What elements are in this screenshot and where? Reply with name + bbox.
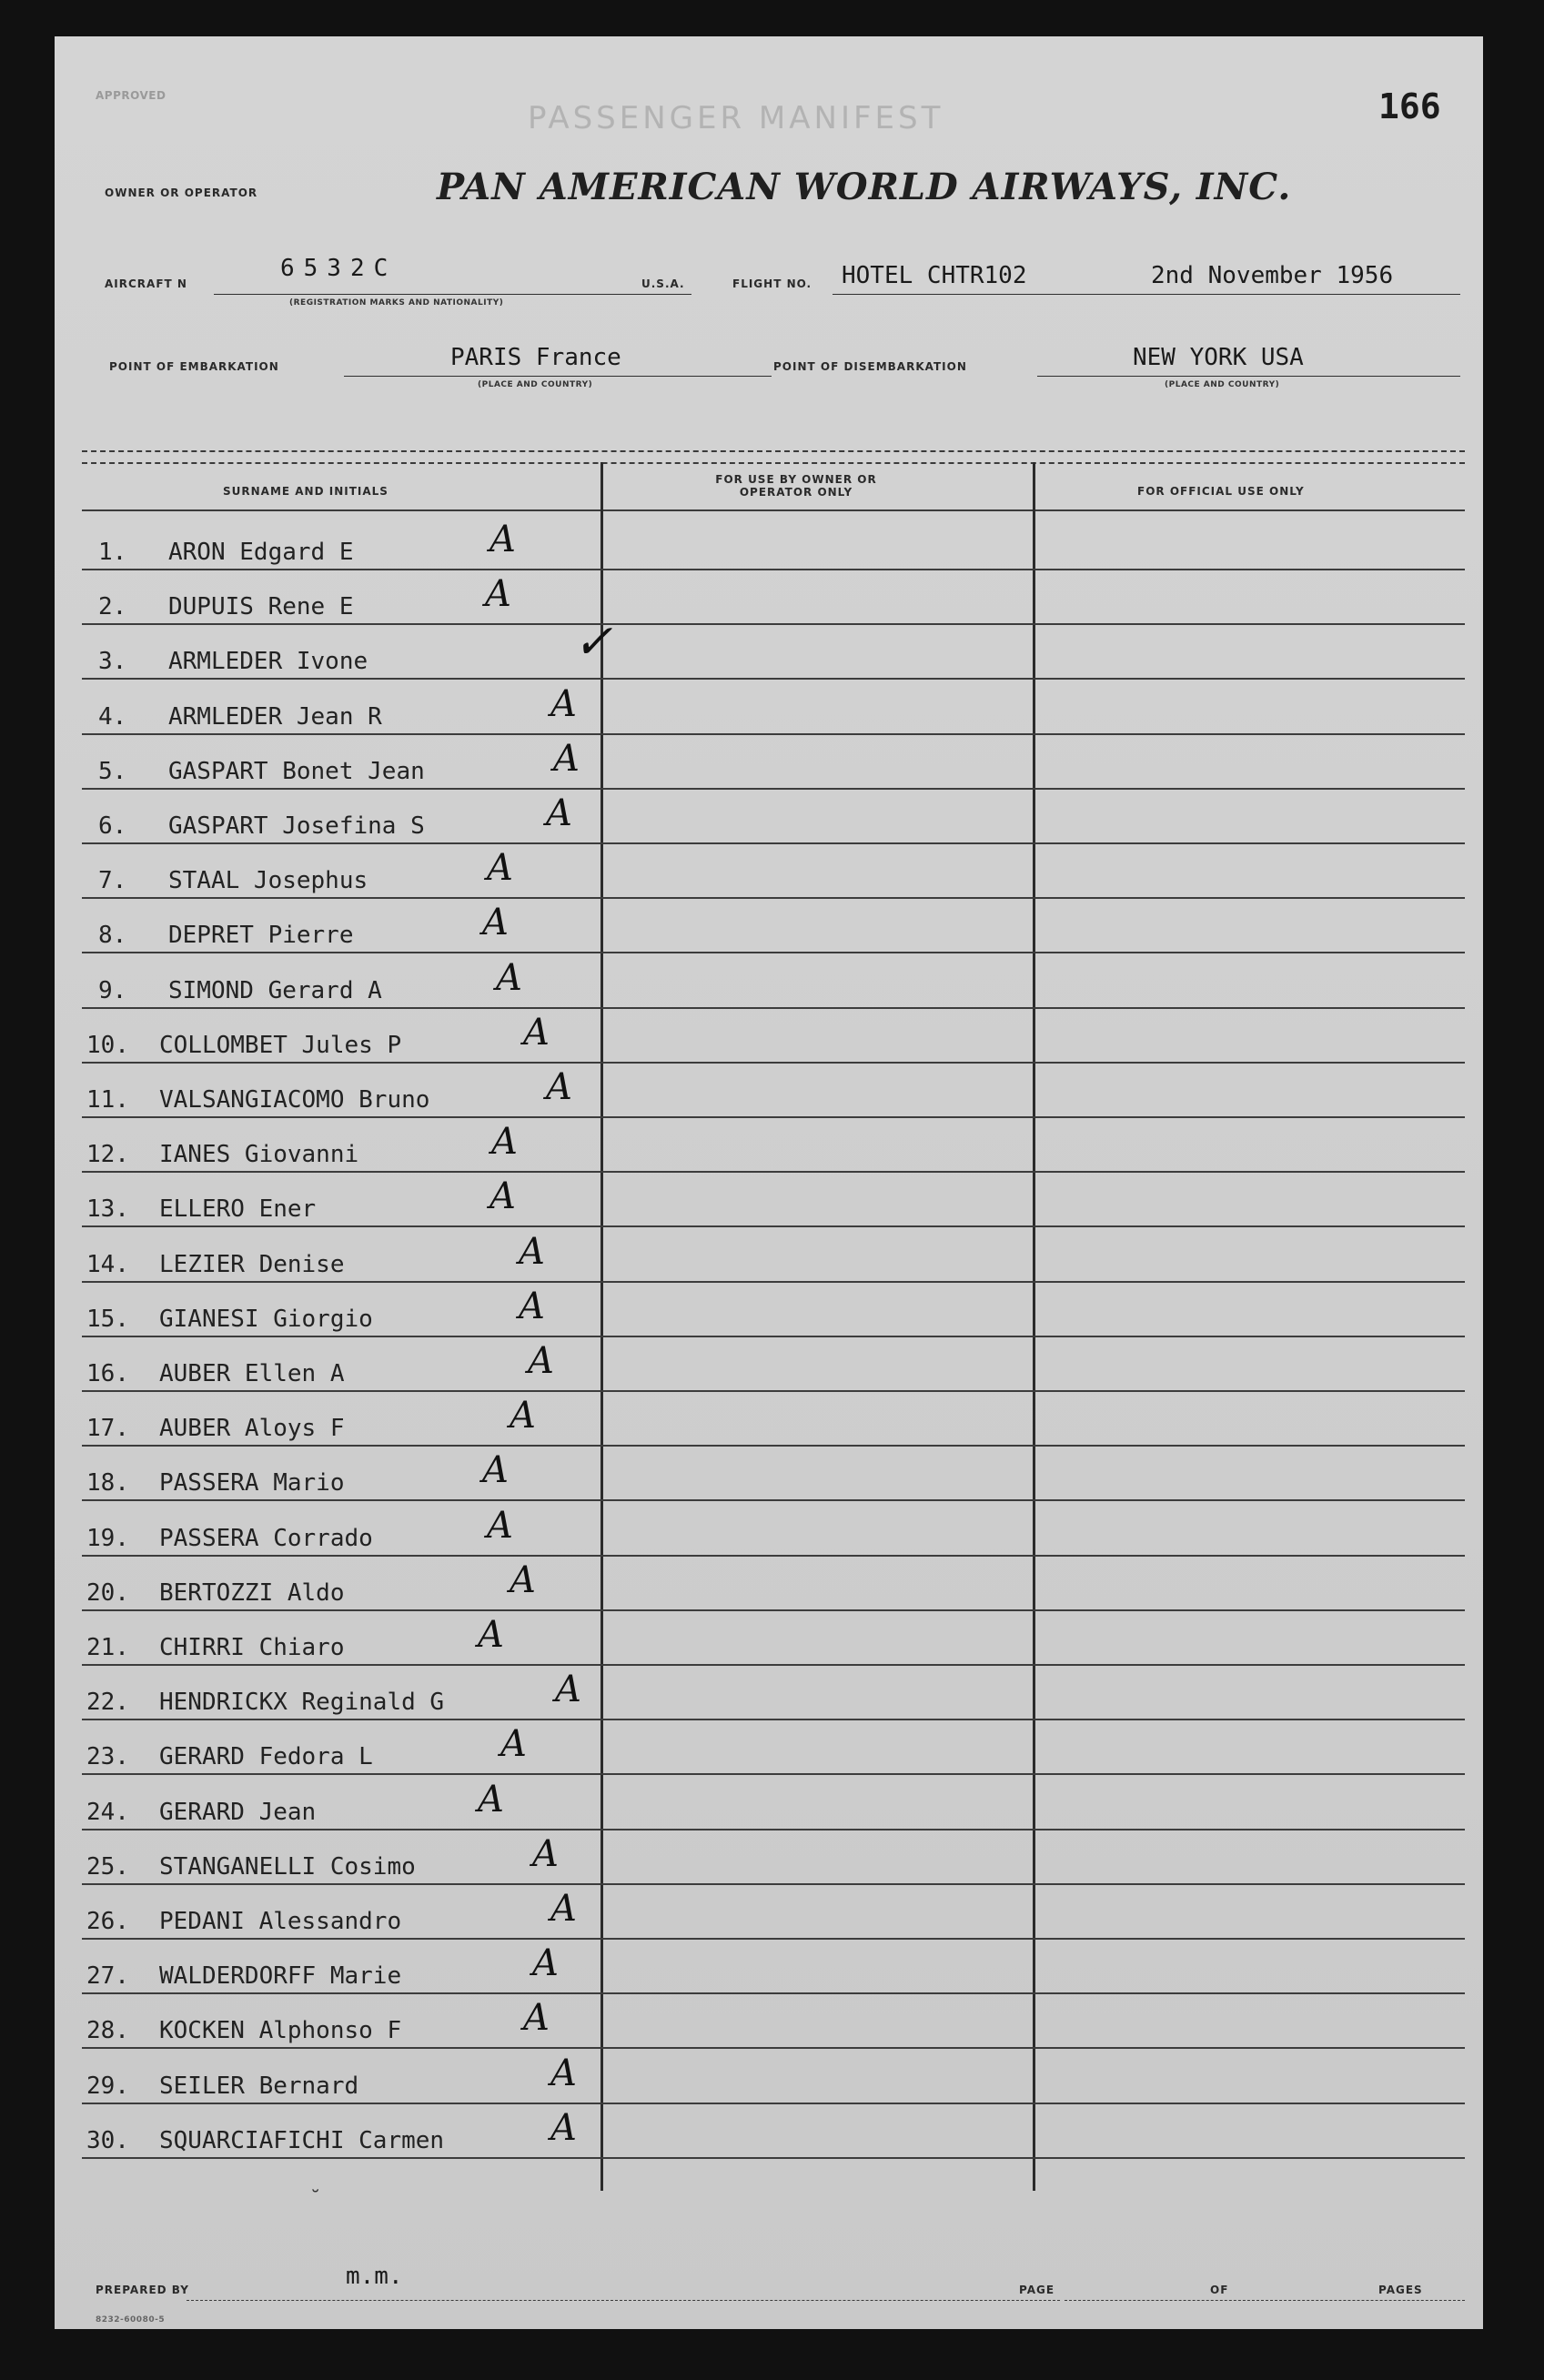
passenger-name: GASPART Bonet Jean <box>168 757 425 785</box>
disembark-label: POINT OF DISEMBARKATION <box>773 360 967 373</box>
row-number: 20. <box>86 1578 129 1607</box>
row-number: 11. <box>86 1086 129 1114</box>
row-number: 27. <box>86 1962 129 1991</box>
row-number: 2. <box>98 593 127 621</box>
handwritten-mark: A <box>487 847 513 890</box>
col-names-header: SURNAME AND INITIALS <box>223 485 389 498</box>
row-number: 4. <box>98 702 127 731</box>
handwritten-mark: A <box>489 519 516 560</box>
table-row <box>55 1942 1483 1997</box>
passenger-name: PEDANI Alessandro <box>159 1908 402 1935</box>
row-number: 12. <box>86 1141 129 1169</box>
table-row <box>55 2107 1483 2162</box>
passenger-name: ELLERO Ener <box>159 1195 317 1224</box>
passenger-name: SIMOND Gerard A <box>168 976 382 1004</box>
handwritten-mark: A <box>519 1230 545 1273</box>
embark-value: PARIS France <box>450 344 621 371</box>
table-row <box>55 1614 1483 1669</box>
row-number: 10. <box>86 1031 129 1059</box>
prepared-value: m.m. <box>346 2263 403 2290</box>
table-row <box>55 1779 1483 1833</box>
table-row <box>55 1888 1483 1942</box>
embark-caption: (PLACE AND COUNTRY) <box>478 380 593 389</box>
handwritten-mark: A <box>546 1066 572 1108</box>
row-number: 1. <box>98 539 127 566</box>
table-row <box>55 1505 1483 1559</box>
prepared-label: PREPARED BY <box>96 2284 189 2296</box>
table-row <box>55 1012 1483 1066</box>
page-number: 166 <box>1378 86 1441 126</box>
handwritten-mark: A <box>528 1340 554 1382</box>
handwritten-mark: A <box>496 956 522 999</box>
passenger-name: STAAL Josephus <box>168 867 368 895</box>
passenger-name: PASSERA Mario <box>159 1469 345 1498</box>
manifest-sheet: APPROVED PASSENGER MANIFEST 166 OWNER OR OPERATOR PAN AMERICAN WORLD AIRWAYS, INC. AIRCRAFT N 6532C (REGISTRATION MARKS AND NATIONALITY) U.S.A. FLIGHT NO. HOTEL CHTR102 2nd November 1956 POINT OF EMBARKATION PARIS France (PLACE AND COUNTRY) POINT OF DISEMBARKATION NEW YORK USA (PLACE AND COUNTRY) SURNAME AND INITIALS FOR USE BY OWNER OR OPERATOR ONLY FOR OFFICIAL USE ONLY 1. ARON Edgard E A 2. DUPUIS Rene E A 3. ARMLEDER Ivone ✓ 4. ARMLEDER Jean R A 5. GASPART Bonet Jean A 6. GASPART Josefina S A 7. STAAL Josephus A 8. DEPRET Pierre A 9. SIMOND Gerard A A 10. COLLOMBET Jules P A 11. VALSANGIACOMO Bruno A 12. IANES Giovanni A 13. ELLERO Ener A 14. LEZIER Denise A 15. GIANESI Giorgio A 16. AUBER Ellen A A 17. AUBER Aloys F A 18. PASSERA Mario A 19. PASSERA Corrado A 20. BERTOZZI Aldo A 21. CHIRRI Chiaro A 22. HENDRICKX Reginald G A 23. GERARD Fedora L A 24. GERARD Jean A 25. STANGANELLI Cosimo A 26. PEDANI Alessandro A 27. WALDERDORFF Marie A 28. KOCKEN Alphonso F A 29. SEILER Bernard A 30. SQUARCIAFICHI Carmen A ˘ PREPARED BY m.m. PAGE OF PAGES 8232-60080-5 <box>55 36 1483 2329</box>
airline-name: PAN AMERICAN WORLD AIRWAYS, INC. <box>437 166 1292 208</box>
disembark-caption: (PLACE AND COUNTRY) <box>1165 380 1280 389</box>
table-row <box>55 573 1483 628</box>
flight-value: HOTEL CHTR102 <box>842 262 1027 289</box>
handwritten-mark: A <box>523 1997 550 2040</box>
table-row <box>55 1121 1483 1175</box>
table-row <box>55 519 1483 573</box>
row-number: 25. <box>86 1852 129 1881</box>
handwritten-mark: A <box>550 2052 577 2094</box>
row-number: 7. <box>98 867 127 895</box>
passenger-name: STANGANELLI Cosimo <box>159 1852 416 1881</box>
row-number: 30. <box>86 2126 129 2154</box>
handwritten-mark: A <box>510 1558 536 1601</box>
approval-stamp: APPROVED <box>96 89 167 102</box>
row-number: 18. <box>86 1469 129 1498</box>
table-row <box>55 1997 1483 2052</box>
row-number: 14. <box>86 1250 129 1278</box>
passenger-name: PASSERA Corrado <box>159 1524 373 1552</box>
usa-label: U.S.A. <box>641 277 685 290</box>
table-row <box>55 902 1483 956</box>
row-number: 21. <box>86 1634 129 1661</box>
handwritten-mark: A <box>532 1942 559 1985</box>
passenger-name: AUBER Ellen A <box>159 1360 345 1387</box>
handwritten-mark: A <box>519 1285 545 1327</box>
row-number: 23. <box>86 1743 129 1771</box>
row-number: 22. <box>86 1689 129 1717</box>
row-number: 13. <box>86 1195 129 1224</box>
handwritten-mark: ✓ <box>573 615 613 671</box>
col-owner-header: FOR USE BY OWNER OR OPERATOR ONLY <box>715 473 877 499</box>
passenger-name: AUBER Aloys F <box>159 1415 345 1443</box>
handwritten-mark: A <box>532 1832 559 1875</box>
handwritten-mark: A <box>491 1121 518 1164</box>
table-row <box>55 1833 1483 1888</box>
passenger-name: ARMLEDER Ivone <box>168 648 368 676</box>
row-number: 17. <box>86 1415 129 1443</box>
handwritten-mark: A <box>546 792 572 834</box>
row-number: 8. <box>98 922 127 950</box>
passenger-name: ARON Edgard E <box>168 539 354 566</box>
passenger-name: HENDRICKX Reginald G <box>159 1689 445 1717</box>
passenger-name: IANES Giovanni <box>159 1141 359 1169</box>
handwritten-mark: A <box>523 1011 550 1054</box>
passenger-name: GERARD Fedora L <box>159 1743 373 1771</box>
handwritten-mark: A <box>482 902 509 944</box>
passenger-name: LEZIER Denise <box>159 1250 345 1278</box>
table-row <box>55 683 1483 738</box>
row-number: 16. <box>86 1360 129 1387</box>
row-number: 29. <box>86 2072 129 2100</box>
passenger-name: VALSANGIACOMO Bruno <box>159 1086 430 1114</box>
handwritten-mark: A <box>487 1504 513 1547</box>
table-row <box>55 1175 1483 1230</box>
handwritten-mark: A <box>553 737 580 780</box>
page-label: PAGE <box>1019 2284 1055 2296</box>
disembark-value: NEW YORK USA <box>1133 344 1304 371</box>
passenger-name: GIANESI Giorgio <box>159 1305 373 1333</box>
handwritten-mark: A <box>510 1395 536 1437</box>
handwritten-mark: A <box>478 1614 504 1656</box>
flight-date: 2nd November 1956 <box>1151 262 1394 289</box>
passenger-name: KOCKEN Alphonso F <box>159 2017 402 2045</box>
passenger-name: DUPUIS Rene E <box>168 593 354 621</box>
row-number: 19. <box>86 1524 129 1552</box>
table-row <box>55 1449 1483 1504</box>
table-row <box>55 615 1483 682</box>
row-number: 5. <box>98 757 127 785</box>
table-row <box>55 1340 1483 1395</box>
passenger-name: DEPRET Pierre <box>168 922 354 950</box>
passenger-name: ARMLEDER Jean R <box>168 702 382 731</box>
handwritten-mark: A <box>550 1888 577 1930</box>
passenger-name: BERTOZZI Aldo <box>159 1578 345 1607</box>
aircraft-value: 6532C <box>280 255 398 282</box>
passenger-name: WALDERDORFF Marie <box>159 1962 402 1991</box>
row-number: 9. <box>98 976 127 1004</box>
col-official-header: FOR OFFICIAL USE ONLY <box>1137 485 1305 498</box>
row-number: 6. <box>98 812 127 840</box>
table-row <box>55 2052 1483 2107</box>
passenger-name: GERARD Jean <box>159 1798 317 1826</box>
table-row <box>55 792 1483 847</box>
table-row <box>55 1231 1483 1286</box>
handwritten-mark: A <box>478 1778 504 1820</box>
passenger-name: COLLOMBET Jules P <box>159 1031 402 1059</box>
handwritten-mark: A <box>550 682 577 725</box>
handwritten-mark: A <box>500 1723 527 1766</box>
aircraft-label: AIRCRAFT N <box>105 277 187 290</box>
form-code: 8232-60080-5 <box>96 2315 166 2325</box>
embark-label: POINT OF EMBARKATION <box>109 360 279 373</box>
handwritten-mark: A <box>485 573 511 616</box>
flight-label: FLIGHT NO. <box>732 277 812 290</box>
handwritten-mark: A <box>555 1669 581 1711</box>
table-row <box>55 1395 1483 1449</box>
table-row <box>55 738 1483 792</box>
passenger-name: CHIRRI Chiaro <box>159 1634 345 1661</box>
row-number: 3. <box>98 648 127 676</box>
table-row <box>55 957 1483 1012</box>
table-row <box>55 1559 1483 1614</box>
passenger-name: SEILER Bernard <box>159 2072 359 2100</box>
row-number: 24. <box>86 1798 129 1826</box>
handwritten-mark: A <box>550 2106 577 2149</box>
handwritten-mark: A <box>489 1175 516 1218</box>
passenger-name: SQUARCIAFICHI Carmen <box>159 2126 445 2154</box>
passenger-name: GASPART Josefina S <box>168 812 425 840</box>
table-row <box>55 1723 1483 1778</box>
registration-caption: (REGISTRATION MARKS AND NATIONALITY) <box>289 298 504 308</box>
of-label: OF <box>1210 2284 1229 2296</box>
table-row <box>55 847 1483 902</box>
owner-label: OWNER OR OPERATOR <box>105 187 258 199</box>
table-row <box>55 1286 1483 1340</box>
handwritten-mark: A <box>482 1449 509 1492</box>
row-number: 26. <box>86 1908 129 1935</box>
row-number: 15. <box>86 1305 129 1333</box>
row-number: 28. <box>86 2017 129 2045</box>
table-row <box>55 1669 1483 1723</box>
pages-label: PAGES <box>1378 2284 1423 2296</box>
form-title: PASSENGER MANIFEST <box>528 100 944 136</box>
table-row <box>55 1066 1483 1121</box>
